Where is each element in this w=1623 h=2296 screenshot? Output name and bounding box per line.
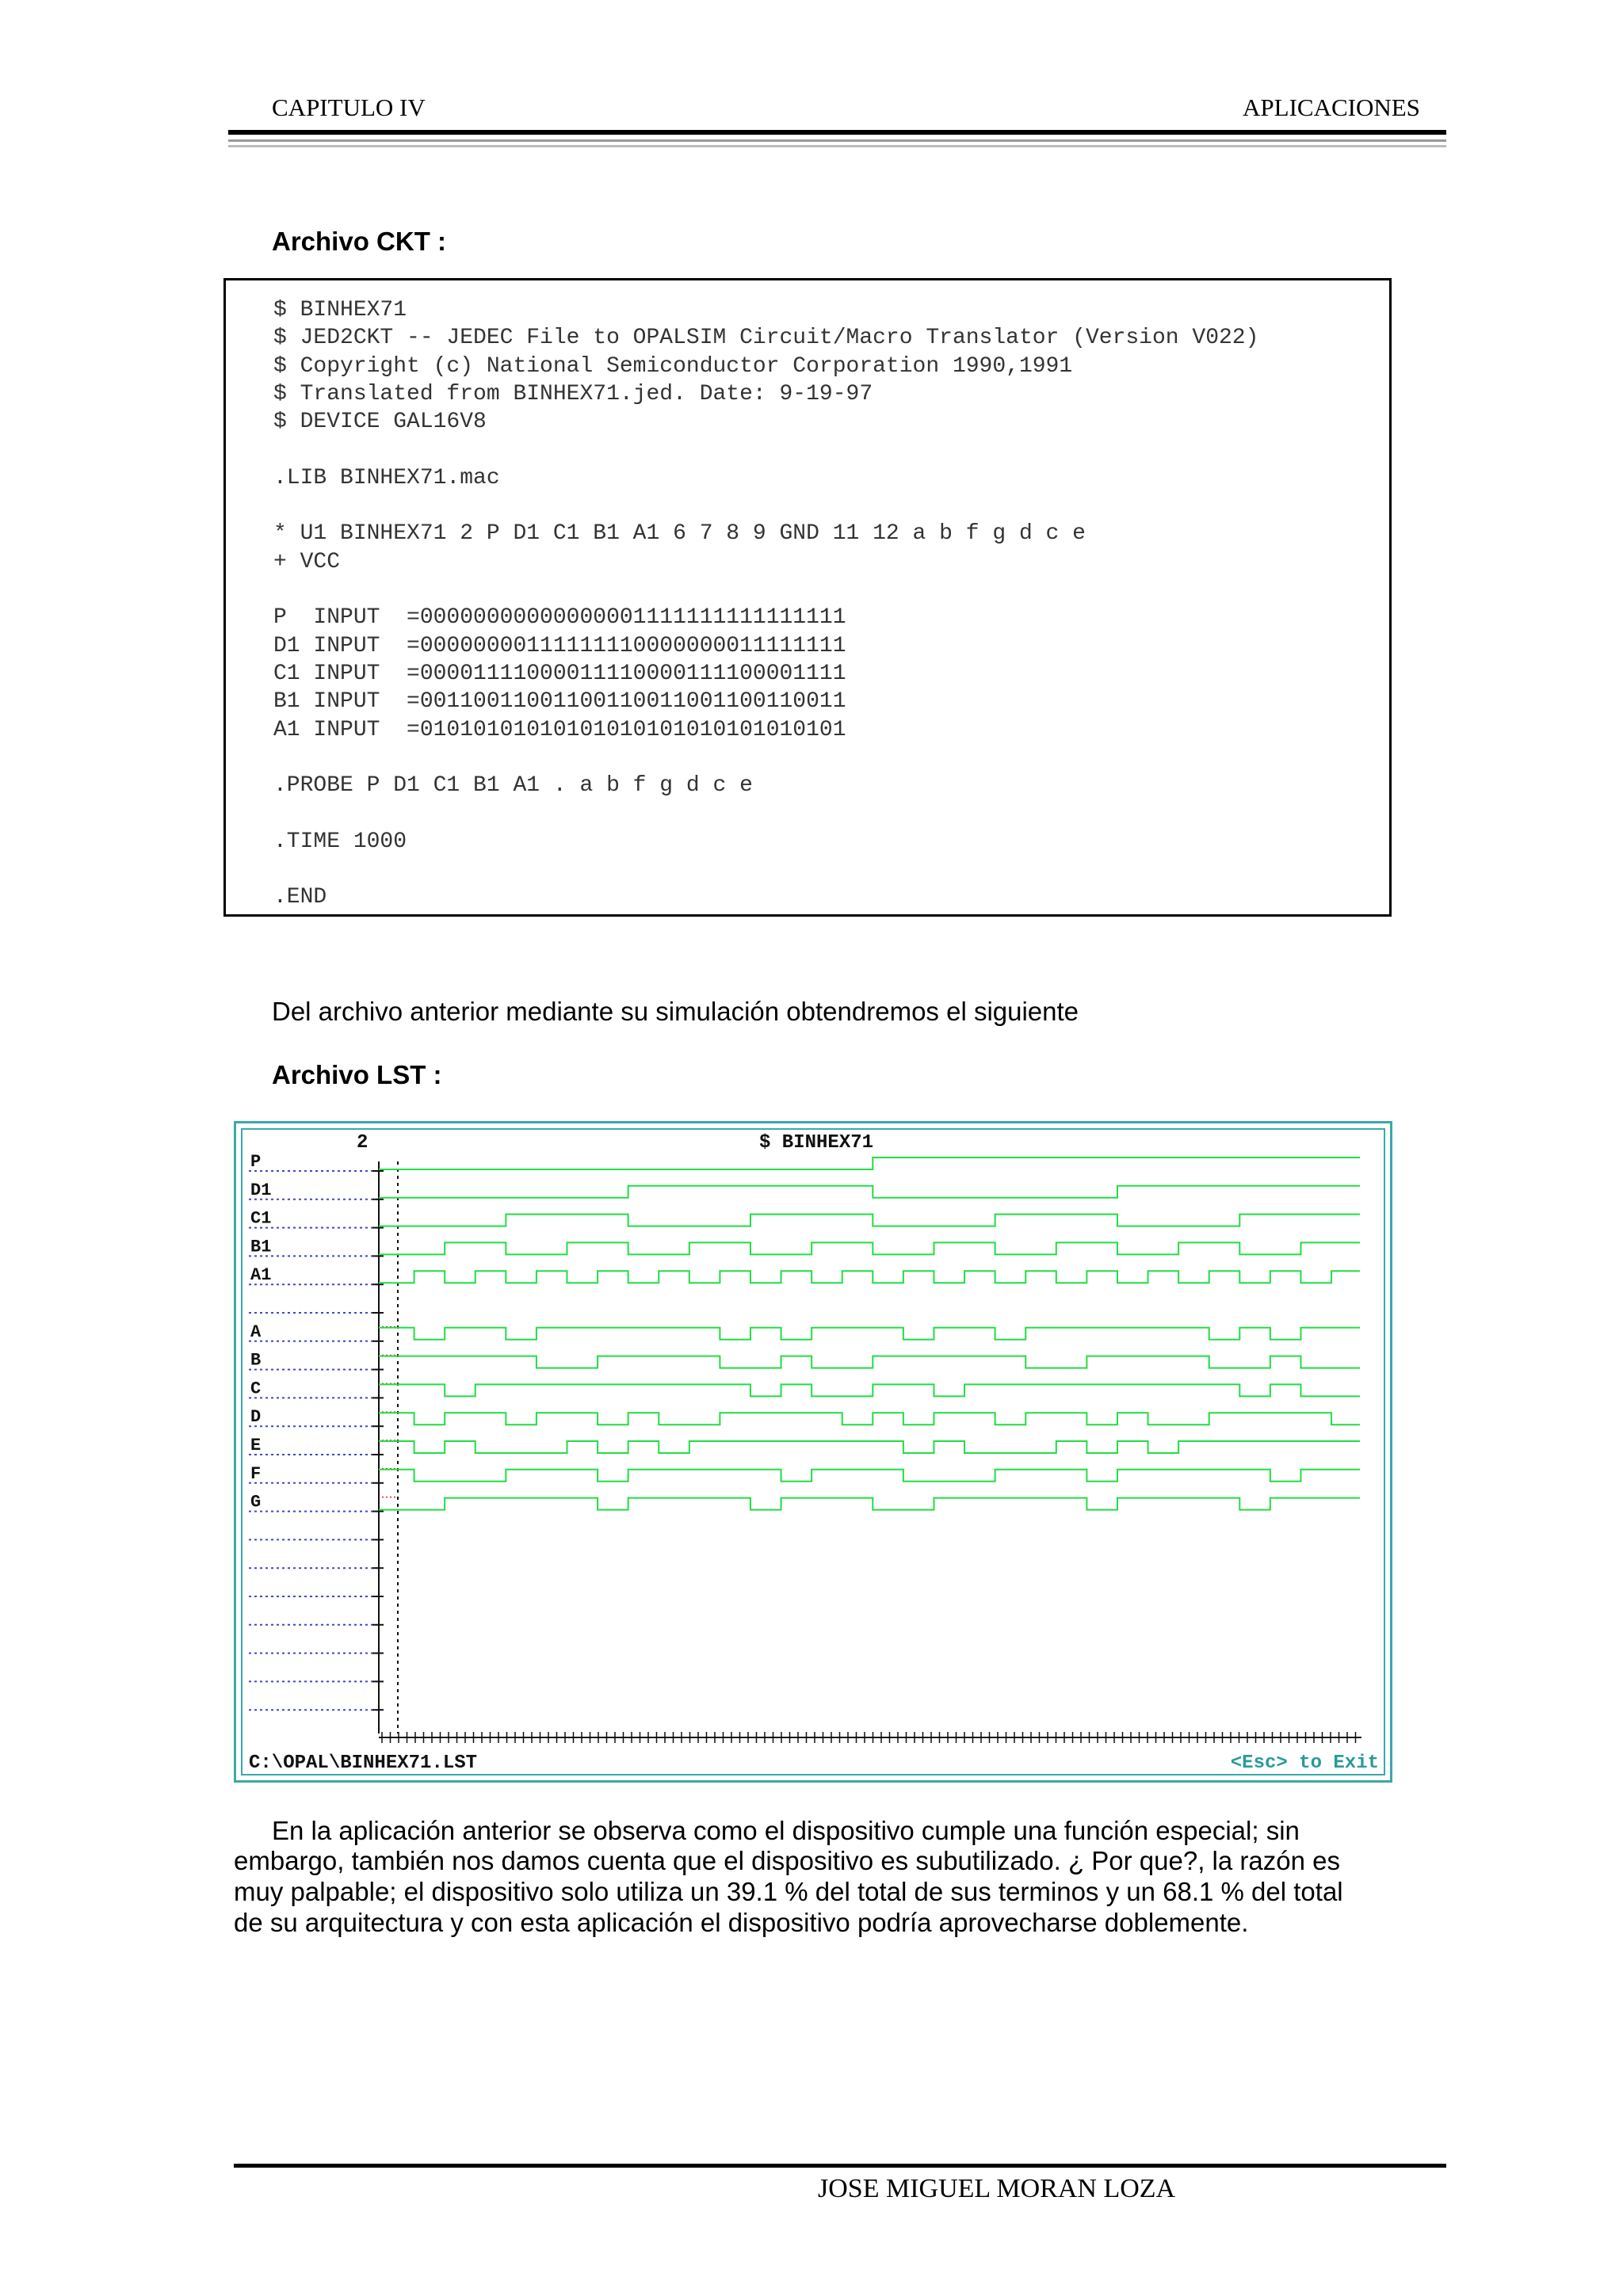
chapter-header: CAPITULO IV (272, 93, 426, 121)
code-line: + VCC (273, 549, 341, 574)
section-header: APLICACIONES (1243, 93, 1420, 121)
signal-label: P (250, 1152, 262, 1172)
signal-trace (379, 1413, 1360, 1425)
header-rule-light (228, 145, 1446, 147)
signal-trace (379, 1242, 1360, 1254)
conclusion-line-2: embargo, también nos damos cuenta que el dispositivo es subutilizado. ¿ Por que?, la razón es (234, 1846, 1340, 1875)
cursor-marker-label: 2 (357, 1132, 369, 1154)
code-line: .PROBE P D1 C1 B1 A1 . a b f g d c e (273, 773, 753, 799)
simulation-window (234, 1121, 1392, 1783)
code-line: $ Copyright (c) National Semiconductor Corporation 1990,1991 (273, 353, 1073, 379)
signal-label: E (250, 1436, 262, 1455)
code-line: * U1 BINHEX71 2 P D1 C1 B1 A1 6 7 8 9 GND 11 12 a b f g d c e (273, 521, 1086, 547)
code-line: .LIB BINHEX71.mac (273, 465, 500, 490)
signal-trace (379, 1328, 1360, 1340)
simulation-title: $ BINHEX71 (759, 1132, 874, 1154)
code-line: $ DEVICE GAL16V8 (273, 410, 487, 435)
code-line: $ JED2CKT -- JEDEC File to OPALSIM Circuit/Macro Translator (Version V022) (273, 326, 1259, 351)
conclusion-line-3: muy palpable; el dispositivo solo utiliza un 39.1 % del total de sus terminos y un 68.1 % del total (234, 1877, 1343, 1906)
ckt-code-box (223, 278, 1392, 917)
signal-label: B1 (250, 1237, 272, 1257)
intro-paragraph: Del archivo anterior mediante su simulación obtendremos el siguiente (272, 997, 1079, 1026)
footer-rule (234, 2164, 1446, 2168)
header-rule-gray (228, 139, 1446, 142)
code-line: D1 INPUT =00000000111111110000000011111111 (273, 633, 846, 658)
code-line: P INPUT =00000000000000001111111111111111 (273, 605, 846, 631)
signal-label: A1 (250, 1265, 272, 1286)
signal-label: B (250, 1350, 262, 1371)
signal-label: F (250, 1463, 262, 1484)
signal-label: A (250, 1322, 262, 1342)
conclusion-line-4: de su arquitectura y con esta aplicación el dispositivo podría aprovecharse doblemente. (234, 1908, 1249, 1937)
conclusion-line-1: En la aplicación anterior se observa como el dispositivo cumple una función especial; sin (272, 1816, 1300, 1845)
signal-trace (379, 1441, 1360, 1453)
exit-hint[interactable]: <Esc> to Exit (1230, 1753, 1379, 1774)
code-line: C1 INPUT =00001111000011110000111100001111 (273, 661, 846, 686)
header-rule-thick (228, 130, 1446, 135)
ckt-heading: Archivo CKT : (272, 227, 447, 256)
footer-author: JOSE MIGUEL MORAN LOZA (818, 2174, 1176, 2203)
code-line: $ Translated from BINHEX71.jed. Date: 9-19-97 (273, 381, 873, 406)
signal-trace (379, 1356, 1360, 1368)
signal-trace (379, 1158, 1360, 1169)
code-line: .END (273, 885, 327, 910)
signal-label: D (250, 1407, 262, 1428)
lst-heading: Archivo LST : (272, 1060, 442, 1089)
signal-label: C1 (250, 1208, 272, 1229)
signal-trace (379, 1498, 1360, 1510)
signal-trace (379, 1384, 1360, 1396)
file-path: C:\OPAL\BINHEX71.LST (249, 1753, 478, 1774)
code-line: A1 INPUT =01010101010101010101010101010101 (273, 717, 846, 742)
signal-trace (379, 1215, 1360, 1226)
code-line: .TIME 1000 (273, 829, 407, 854)
signal-label: G (250, 1492, 262, 1512)
signal-label: D1 (250, 1180, 272, 1200)
code-line: B1 INPUT =00110011001100110011001100110011 (273, 689, 846, 715)
code-line: $ BINHEX71 (273, 298, 407, 322)
signal-trace (379, 1186, 1360, 1198)
signal-label: C (250, 1379, 262, 1399)
waveform-display (236, 1123, 1390, 1780)
signal-trace (379, 1470, 1360, 1482)
signal-trace (379, 1271, 1360, 1283)
